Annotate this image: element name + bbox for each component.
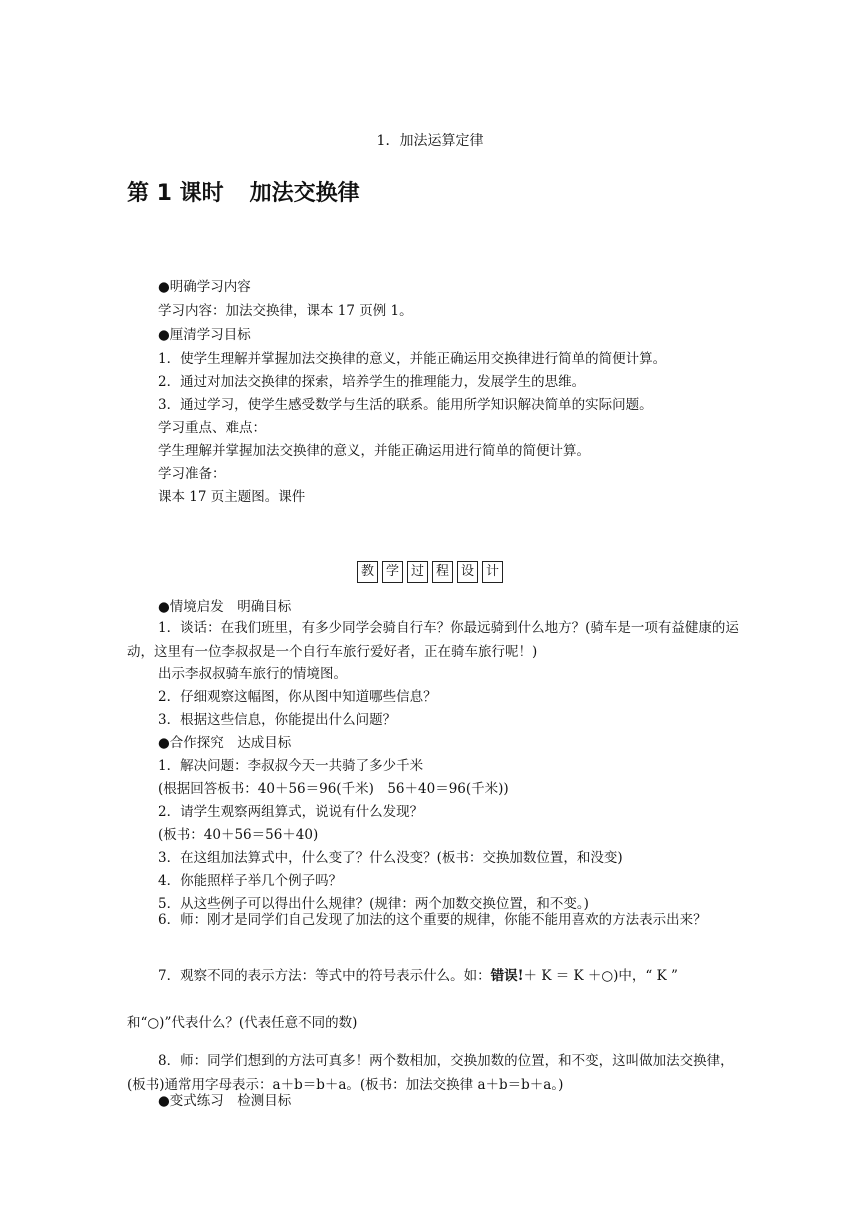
lesson-name: 加法交换律 bbox=[249, 181, 360, 206]
banner-char: 教 bbox=[357, 561, 378, 583]
explore-3: 3．在这组加法算式中，什么变了？什么没变？(板书：交换加数位置，和没变) bbox=[158, 850, 623, 866]
explore-5: 5．从这些例子可以得出什么规律？(规律：两个加数交换位置，和不变。) bbox=[158, 896, 589, 912]
banner-char: 过 bbox=[407, 561, 428, 583]
prep-goal-1: 1．使学生理解并掌握加法交换律的意义，并能正确运用交换律进行简单的简便计算。 bbox=[158, 351, 667, 367]
banner-char: 学 bbox=[382, 561, 403, 583]
prep-keypoints-text: 学生理解并掌握加法交换律的意义，并能正确运用进行简单的简便计算。 bbox=[158, 443, 590, 459]
section-title: 1．加法运算定律 bbox=[376, 133, 484, 149]
explore-1: 1．解决问题：李叔叔今天一共骑了多少千米 bbox=[158, 758, 424, 774]
prep-heading-goals: ●厘清学习目标 bbox=[158, 327, 251, 343]
explore-6: 6．师：刚才是同学们自己发现了加法的这个重要的规律，你能不能用喜欢的方法表示出来？ bbox=[158, 912, 707, 928]
explore-8: 8．师：同学们想到的方法可真多！两个数相加，交换加数的位置，和不变，这叫做加法交换律，(板书)通常用字母表示：a＋b＝b＋a。(板书：加法交换律 a＋b＝b＋a。) bbox=[127, 1053, 734, 1093]
explore-7-cont: 和“○)”代表什么？(代表任意不同的数) bbox=[127, 1015, 358, 1031]
banner-char: 程 bbox=[432, 561, 453, 583]
explore-1-board: (根据回答板书：40＋56＝96(千米) 56＋40＝96(千米)) bbox=[158, 781, 509, 797]
prep-keypoints-label: 学习重点、难点： bbox=[158, 420, 266, 436]
heading-context: ●情境启发 明确目标 bbox=[158, 599, 292, 615]
lesson-title bbox=[127, 176, 360, 207]
error-marker: 错误! bbox=[490, 968, 524, 984]
step-1-talk: 1．谈话：在我们班里，有多少同学会骑自行车？你最远骑到什么地方？(骑车是一项有益健康的运动，这里有一位李叔叔是一个自行车旅行爱好者，正在骑车旅行呢！) bbox=[127, 620, 739, 660]
step-1-show: 出示李叔叔骑车旅行的情境图。 bbox=[158, 666, 347, 682]
explore-2-board: (板书：40＋56＝56＋40) bbox=[158, 827, 319, 843]
heading-practice: ●变式练习 检测目标 bbox=[158, 1093, 292, 1109]
banner-char: 计 bbox=[482, 561, 503, 583]
step-3: 3．根据这些信息，你能提出什么问题？ bbox=[158, 712, 397, 728]
prep-heading-content: ●明确学习内容 bbox=[158, 279, 251, 295]
prep-goal-2: 2．通过对加法交换律的探索，培养学生的推理能力，发展学生的思维。 bbox=[158, 374, 586, 390]
step-2: 2．仔细观察这幅图，你从图中知道哪些信息？ bbox=[158, 689, 437, 705]
explore-4: 4．你能照样子举几个例子吗？ bbox=[158, 873, 343, 889]
explore-2: 2．请学生观察两组算式，说说有什么发现？ bbox=[158, 804, 424, 820]
prep-goal-3: 3．通过学习，使学生感受数学与生活的联系。能用所学知识解决简单的实际问题。 bbox=[158, 397, 653, 413]
explore-7: 7．观察不同的表示方法：等式中的符号表示什么。如：错误!＋ K ＝ K ＋○)中，“ K ” bbox=[158, 968, 678, 984]
prep-materials-label: 学习准备： bbox=[158, 466, 226, 482]
prep-content-text: 学习内容：加法交换律，课本 17 页例 1。 bbox=[158, 303, 413, 319]
banner-char: 设 bbox=[457, 561, 478, 583]
process-banner bbox=[0, 561, 860, 583]
heading-explore: ●合作探究 达成目标 bbox=[158, 735, 292, 751]
lesson-number: 第 1 课时 bbox=[127, 181, 224, 206]
prep-materials-text: 课本 17 页主题图。课件 bbox=[158, 489, 306, 505]
